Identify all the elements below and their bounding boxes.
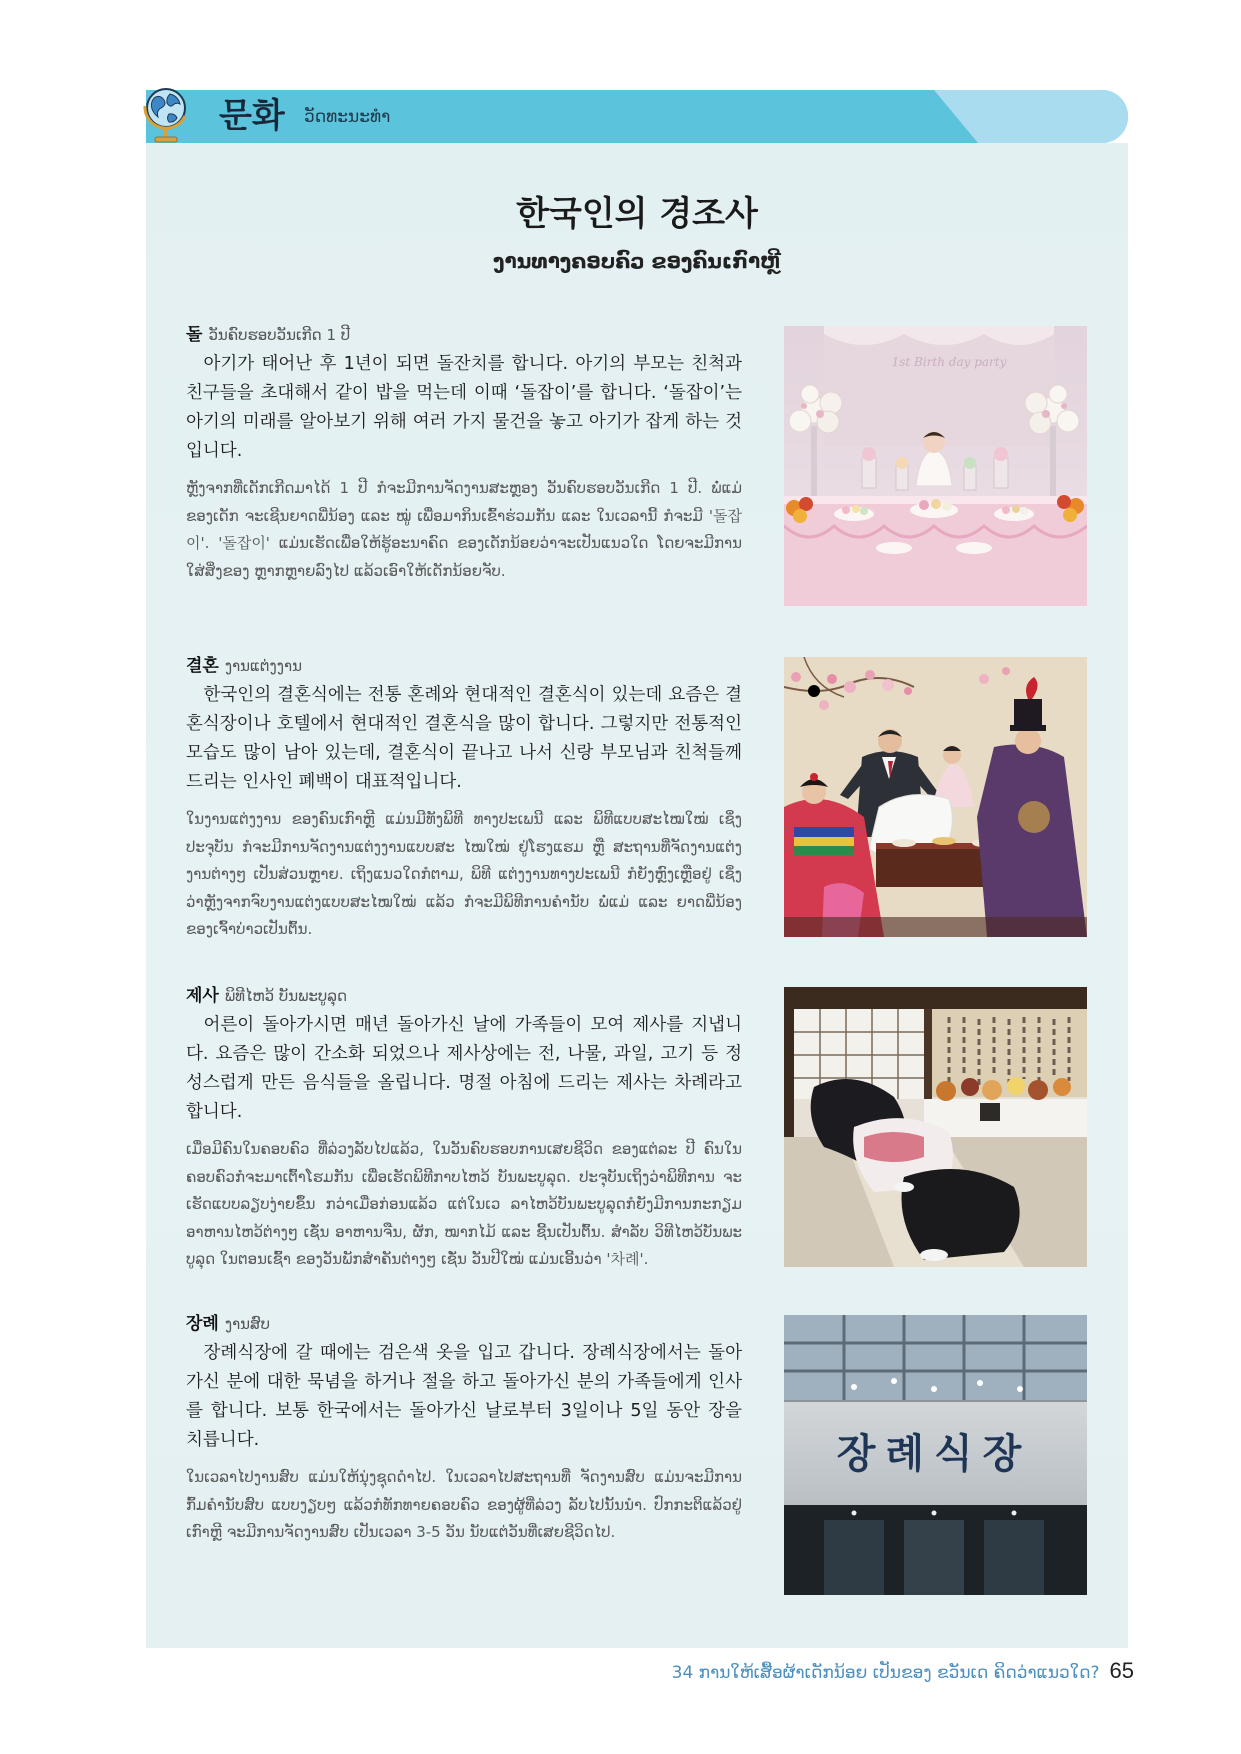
section-heading-lo: ງານສົບ (224, 1315, 270, 1333)
section-heading-lo: ວັນຄົບຮອບວັນເກີດ 1 ປີ (208, 326, 351, 344)
backdrop (824, 334, 1054, 446)
entrance (784, 1505, 1087, 1595)
section-heading (186, 984, 742, 1008)
sign-text: 장례식장 (836, 1431, 1032, 1477)
section-wedding (186, 654, 742, 944)
section-heading-ko: 장례 (186, 1314, 219, 1334)
section-header-bar (146, 90, 1128, 143)
funeral-hall-sign (784, 1400, 1087, 1505)
paragraph-ko: 어른이 돌아가시면 매년 돌아가신 날에 가족들이 모여 제사를 지냅니다. 요즘은 많이 간소화 되었으나 제사상에는 전, 나물, 과일, 고기 등 정성스럽게 만든 음식들을 올립니다. 명절 아침에 드리는 제사는 차례라고 합니다. (186, 1015, 742, 1122)
section-funeral (186, 1312, 742, 1547)
birthday-banner-text: 1st Birth day party (891, 355, 1007, 369)
globe-icon (140, 84, 192, 146)
paragraph-ko: 한국인의 결혼식에는 전통 혼례와 현대적인 결혼식이 있는데 요즘은 결혼식장이나 호텔에서 현대적인 결혼식을 많이 합니다. 그렇지만 전통적인 모습도 많이 남아 있는데, 결혼식이 끝나고 나서 신랑 부모님과 친척들께 드리는 인사인 폐백이 대표적입니다. (186, 685, 742, 792)
section-category-ko: 문화 (219, 96, 285, 136)
paragraph-ko: 아기가 태어난 후 1년이 되면 돌잔치를 합니다. 아기의 부모는 친척과 친구들을 초대해서 같이 밥을 먹는데 이때 ‘돌잡이’를 합니다. ‘돌잡이’는 아기의 미래를 알아보기 위해 여러 가지 물건을 놓고 아기가 잡게 하는 것입니다. (186, 354, 742, 461)
section-heading (186, 1312, 742, 1336)
paragraph-ko: 장례식장에 갈 때에는 검은색 옷을 입고 갑니다. 장례식장에서는 돌아가신 분에 대한 묵념을 하거나 절을 하고 돌아가신 분의 가족들에게 인사를 합니다. 보통 한국에서는 돌아가신 날로부터 3일이나 5일 동안 장을 치릅니다. (186, 1343, 742, 1450)
photo-funeral-hall (784, 1315, 1087, 1595)
paragraph-lo: ເມື່ອມີຄົນໃນຄອບຄົວ ທີ່ລ່ວງລັບໄປແລ້ວ, ໃນວັນຄົບຮອບການເສຍຊີວິດ ຂອງແຕ່ລະ ປີ ຄົນໃນຄອບຄົວກໍຈະມາເຕົ້າໂຮມກັນ ເພື່ອເຮັດພິທີກາບໄຫວ້ ບັນພະບູລຸດ. ປະຈຸບັນເຖິງວ່າພິທີການ ຈະເຮັດແບບລຽບງ່າຍຂຶ້ນ ກວ່າເມື່ອກ່ອນແລ້ວ ແຕ່ໃນເວ ລາໄຫວ້ບັນພະບູລຸດກໍຍັງມີການກະກຽມອາຫານໄຫວ້ຕ່າງໆ ເຊັ່ນ ອາຫານຈືນ, ຜັກ, ໝາກໄມ້ ແລະ ຊີ້ນເປັນຕົ້ນ. ສຳລັບ ວິທີໄຫວ້ບັນພະບູລຸດ ໃນຕອນເຊົ້າ ຂອງວັນພັກສຳຄັນຕ່າງໆ ເຊັ່ນ ວັນປີໃໝ່ ແມ່ນເອີ້ນວ່າ '차례'. (186, 1140, 742, 1268)
paragraph-lo: ໃນງານແຕ່ງງານ ຂອງຄົນເກົາຫຼີ ແມ່ນມີທັງພິທີ ທາງປະເພນີ ແລະ ພິທີແບບສະໄໝໃໝ່ ເຊິ່ງປະຈຸບັນ ກໍຈະມີການຈັດງານແຕ່ງງານແບບສະ ໄໝໃໝ່ ຢູ່ໂຮງແຮມ ຫຼື ສະຖານທີ່ຈັດງານແຕ່ງງານຕ່າງໆ ເປັນສ່ວນຫຼາຍ. ເຖິງແນວໃດກໍຕາມ, ພິທີ ແຕ່ງງານທາງປະເພນີ ກໍຍັງຫຼົງເຫຼືອຢູ່ ເຊິ່ງວ່າຫຼັງຈາກຈົບງານແຕ່ງແບບສະໄໝໃໝ່ ແລ້ວ ກໍຈະມີພິທີການຄຳນັບ ພໍ່ແມ່ ແລະ ຍາດພີ່ນ້ອງ ຂອງເຈົ້າບ່າວເປັນຕົ້ນ. (186, 810, 742, 938)
section-heading (186, 654, 742, 678)
page-footer (672, 1658, 1134, 1684)
section-category-lo: ວັດທະນະທຳ (304, 107, 391, 127)
photo-wedding (784, 657, 1087, 937)
photo-first-birthday (784, 326, 1087, 606)
section-heading-ko: 돌 (186, 325, 203, 345)
page-number: 65 (1109, 1658, 1134, 1683)
section-heading-lo: ງານແຕ່ງງານ (224, 657, 302, 675)
party-table (784, 496, 1087, 606)
section-first-birthday (186, 323, 742, 585)
section-ancestral-rites (186, 984, 742, 1274)
footer-caption: 34 ການໃຫ້ເສື້ອຜ້າເດັກນ້ອຍ ເປັນຂອງ ຂວັນເດ ຄິດວ່າແນວໃດ? (671, 1663, 1100, 1683)
section-heading (186, 323, 742, 347)
section-heading-lo: ພິທີໄຫວ້ ບັນພະບູລຸດ (224, 987, 348, 1005)
photo-ancestral-rites (784, 987, 1087, 1267)
glass-facade (784, 1315, 1087, 1400)
section-heading-ko: 결혼 (186, 656, 219, 676)
paragraph-lo: ຫຼັງຈາກທີ່ເດັກເກີດມາໄດ້ 1 ປີ ກໍຈະມີການຈັດງານສະຫຼອງ ວັນຄົບຮອບວັນເກີດ 1 ປີ. ພໍ່ແມ່ ຂອງເດັກ ຈະເຊີນຍາດພີ່ນ້ອງ ແລະ ໝູ່ ເພື່ອມາກິນເຂົ້າຮ່ວມກັນ ແລະ ໃນເວລານີ້ ກໍຈະມີ '돌잡이'. '돌잡이' ແມ່ນເຮັດເພື່ອໃຫ້ຮູ້ອະນາຄົດ ຂອງເດັກນ້ອຍວ່າຈະເປັນແນວໃດ ໂດຍຈະມີການໃສ່ສິ່ງຂອງ ຫຼາກຫຼາຍລົງໄປ ແລ້ວເອົາໃຫ້ເດັກນ້ອຍຈັບ. (186, 479, 742, 580)
page-title: 한국인의 경조사 (516, 194, 758, 234)
page-subtitle: ງານທາງຄອບຄົວ ຂອງຄົນເກົາຫຼີ (493, 249, 781, 273)
paragraph-lo: ໃນເວລາໄປງານສົບ ແມ່ນໃຫ້ນຸ່ງຊຸດດຳໄປ. ໃນເວລາໄປສະຖານທີ່ ຈັດງານສົບ ແມ່ນຈະມີການກົ້ມຄຳນັບສົບ ແບບງຽບໆ ແລ້ວກໍທັກທາຍຄອບຄົວ ຂອງຜູ້ທີ່ລ່ວງ ລັບໄປນັ້ນນຳ. ປົກກະຕິແລ້ວຢູ່ເກົາຫຼີ ຈະມີການຈັດງານສົບ ເປັນເວລາ 3-5 ວັນ ນັບແຕ່ວັນທີ່ເສຍຊີວິດໄປ. (186, 1468, 742, 1541)
section-heading-ko: 제사 (186, 986, 219, 1006)
header-bar-accent (934, 90, 1128, 143)
